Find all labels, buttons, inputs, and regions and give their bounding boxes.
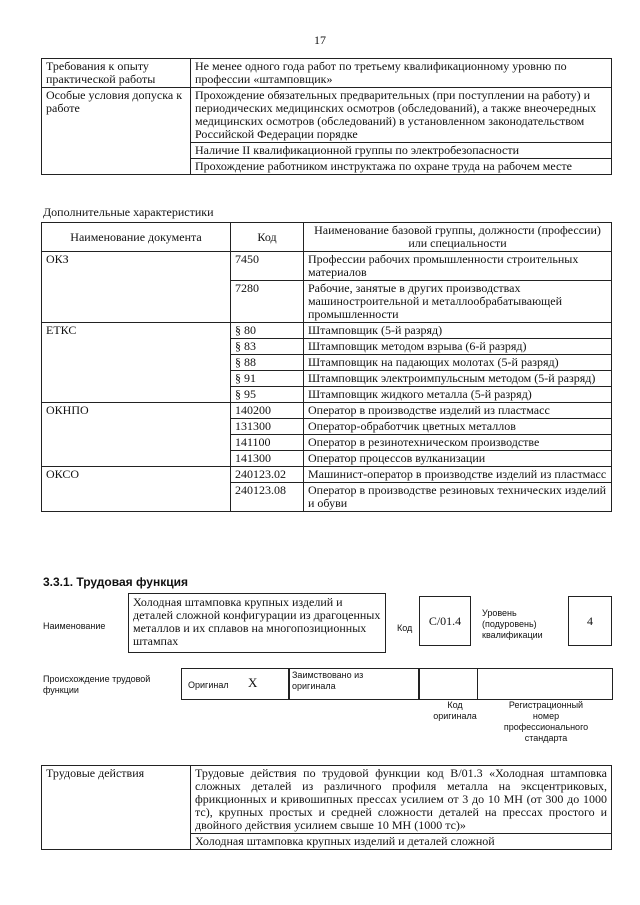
column-header: Наименование базовой группы, должности (профессии) или специальности — [304, 223, 612, 252]
requirements-table — [41, 58, 612, 175]
row-label: Особые условия допуска к работе — [42, 88, 191, 175]
name-cell: Машинист-оператор в производстве изделий из пластмасс — [304, 467, 612, 483]
additional-characteristics-table — [41, 222, 612, 512]
name-cell: Штамповщик методом взрыва (6-й разряд) — [304, 339, 612, 355]
code-cell: 240123.02 — [231, 467, 304, 483]
doc-name: ОКНПО — [42, 403, 231, 467]
name-cell: Штамповщик на падающих молотах (5-й разряд) — [304, 355, 612, 371]
name-cell: Штамповщик электроимпульсным методом (5-й разряд) — [304, 371, 612, 387]
reg-number-box — [476, 668, 613, 700]
name-cell: Оператор в резинотехническом производстве — [304, 435, 612, 451]
name-cell: Профессии рабочих промышленности строительных материалов — [304, 252, 612, 281]
origin-label: Происхождение трудовой функции — [43, 674, 151, 695]
doc-name: ОКЗ — [42, 252, 231, 323]
table-row — [42, 323, 612, 339]
name-cell: Оператор в производстве изделий из пластмасс — [304, 403, 612, 419]
code-cell: § 83 — [231, 339, 304, 355]
code-label: Код — [397, 623, 413, 633]
code-original-box — [418, 668, 478, 700]
code-cell: § 88 — [231, 355, 304, 371]
name-cell: Оператор-обработчик цветных металлов — [304, 419, 612, 435]
row-value: Прохождение обязательных предварительных (при поступлении на работу) и периодических медицинских осмотров (обследований), а также внеочередных медицинских осмотров (обследований) в установленном законодательством Российской Федерации порядке — [191, 88, 612, 143]
code-cell: 131300 — [231, 419, 304, 435]
column-header: Код — [231, 223, 304, 252]
code-cell: 141300 — [231, 451, 304, 467]
name-cell: Штамповщик (5-й разряд) — [304, 323, 612, 339]
level-box — [568, 596, 612, 646]
function-code-box — [419, 596, 471, 646]
section-subtitle: Дополнительные характеристики — [43, 205, 214, 219]
borrowed-label: Заимствовано из оригинала — [292, 670, 364, 691]
table-row — [42, 467, 612, 483]
code-original-label: Код оригинала — [433, 700, 477, 721]
name-cell: Рабочие, занятые в других производствах машиностроительной и металлообрабатывающей промышленности — [304, 281, 612, 323]
function-name: Холодная штамповка крупных изделий и деталей сложной конфигурации из драгоценных металлов и их сплавов на многопозиционных штампах — [133, 595, 381, 648]
doc-name: ЕТКС — [42, 323, 231, 403]
code-cell: 7450 — [231, 252, 304, 281]
original-label: Оригинал — [188, 680, 229, 690]
level-label: Уровень (подуровень) квалификации — [482, 608, 543, 640]
row-value: Прохождение работником инструктажа по охране труда на рабочем месте — [191, 159, 612, 175]
page-number: 17 — [314, 33, 326, 47]
table-header-row — [42, 223, 612, 252]
row-value: Не менее одного года работ по третьему квалификационному уровню по профессии «штамповщик» — [191, 59, 612, 88]
code-cell: 140200 — [231, 403, 304, 419]
name-label: Наименование — [43, 621, 106, 631]
labor-actions-table — [41, 765, 612, 850]
table-row — [42, 766, 612, 834]
row-value: Наличие II квалификационной группы по электробезопасности — [191, 143, 612, 159]
action-text: Трудовые действия по трудовой функции код В/01.3 «Холодная штамповка сложных деталей из различного профиля металла на эксцентриковых, фрикционных и кривошипных прессах усилием от 3 до 10 МН (от 300 до 1000 тс), крупных простых и средней сложности деталей на прессах простого и двойного действия усилием свыше 10 МН (1000 тс)» — [191, 766, 612, 834]
code-cell: § 91 — [231, 371, 304, 387]
code-cell: 7280 — [231, 281, 304, 323]
row-label: Требования к опыту практической работы — [42, 59, 191, 88]
code-cell: § 80 — [231, 323, 304, 339]
reg-number-label: Регистрационный номер профессионального стандарта — [503, 700, 589, 743]
table-row — [42, 88, 612, 143]
table-row — [42, 59, 612, 88]
code-cell: 141100 — [231, 435, 304, 451]
action-text: Холодная штамповка крупных изделий и деталей сложной — [191, 834, 612, 850]
original-mark: X — [248, 675, 258, 690]
actions-label: Трудовые действия — [42, 766, 191, 850]
column-header: Наименование документа — [42, 223, 231, 252]
doc-name: ОКСО — [42, 467, 231, 512]
code-cell: § 95 — [231, 387, 304, 403]
table-row — [42, 403, 612, 419]
level-value: 4 — [587, 614, 593, 628]
name-cell: Оператор в производстве резиновых технических изделий и обуви — [304, 483, 612, 512]
function-code: С/01.4 — [428, 614, 462, 628]
name-cell: Штамповщик жидкого металла (5-й разряд) — [304, 387, 612, 403]
code-cell: 240123.08 — [231, 483, 304, 512]
function-name-box — [128, 593, 386, 653]
section-title: 3.3.1. Трудовая функция — [43, 575, 188, 589]
table-row — [42, 252, 612, 281]
name-cell: Оператор процессов вулканизации — [304, 451, 612, 467]
